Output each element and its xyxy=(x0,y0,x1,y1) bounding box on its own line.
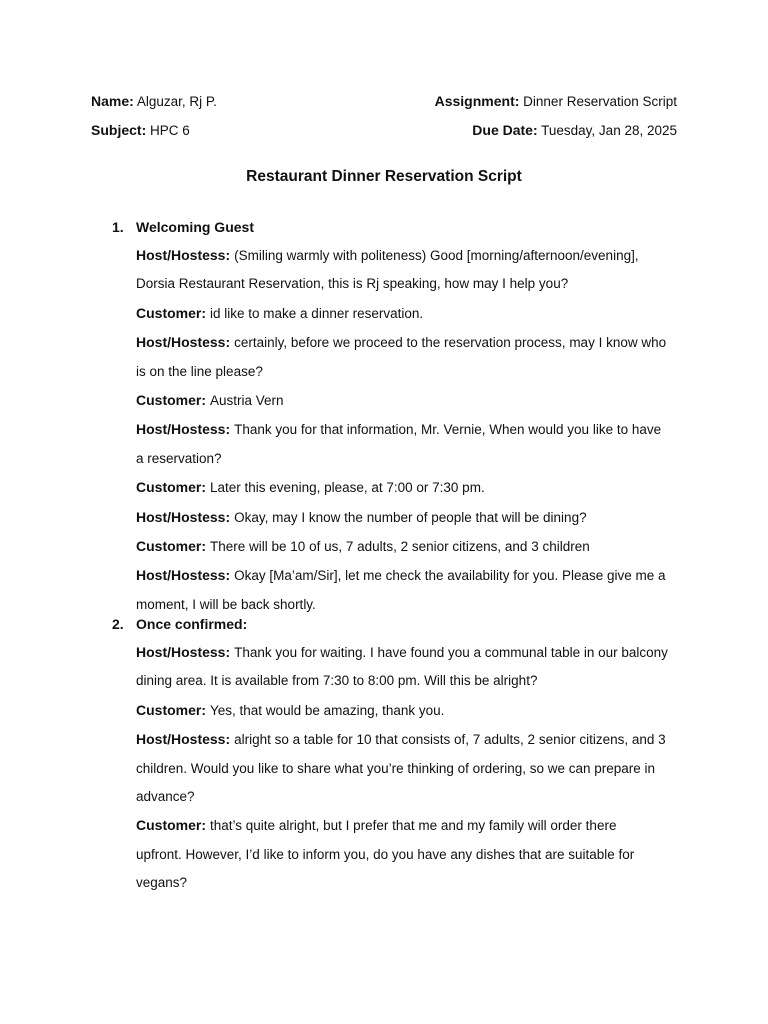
speaker-label: Customer: xyxy=(136,479,207,496)
assignment-field xyxy=(435,93,677,109)
dialogue-text: Okay, may I know the number of people that will be dining? xyxy=(234,509,587,525)
dialogue-line xyxy=(136,696,682,725)
dialogue-line xyxy=(136,445,682,473)
dialogue-lines xyxy=(112,638,682,898)
dialogue-line xyxy=(136,328,682,357)
due-date-field xyxy=(472,122,677,138)
speaker-label: Customer: xyxy=(136,304,207,321)
document-title: Restaurant Dinner Reservation Script xyxy=(246,168,522,185)
dialogue-text: (Smiling warmly with politeness) Good [morning/afternoon/evening], xyxy=(234,248,639,263)
assignment-value: Dinner Reservation Script xyxy=(523,94,677,109)
dialogue-text: There will be 10 of us, 7 adults, 2 senior citizens, and 3 children xyxy=(210,539,590,555)
dialogue-text: Thank you for waiting. I have found you a communal table in our balcony xyxy=(234,645,668,660)
section-number: 1. xyxy=(112,219,124,235)
dialogue-line xyxy=(136,503,682,532)
section-once-confirmed xyxy=(112,614,682,898)
speaker-label: Customer: xyxy=(136,817,207,834)
section-heading xyxy=(112,614,682,634)
name-label: Name: xyxy=(91,93,134,109)
header-row-1 xyxy=(91,93,677,109)
dialogue-text: dining area. It is available from 7:30 to 8:00 pm. Will this be alright? xyxy=(136,673,538,689)
section-title: Welcoming Guest xyxy=(136,219,254,235)
dialogue-line xyxy=(136,473,682,502)
dialogue-line xyxy=(136,811,682,840)
dialogue-line xyxy=(136,725,682,754)
dialogue-text: children. Would you like to share what you’re thinking of ordering, so we can prepare in xyxy=(136,760,656,776)
speaker-label: Customer: xyxy=(136,538,207,555)
dialogue-text: Okay [Ma’am/Sir], let me check the availability for you. Please give me a xyxy=(234,568,666,584)
speaker-label: Host/Hostess: xyxy=(136,334,231,351)
dialogue-line xyxy=(136,841,682,869)
subject-label: Subject: xyxy=(91,122,147,138)
speaker-label: Host/Hostess: xyxy=(136,508,231,525)
dialogue-text: Austria Vern xyxy=(210,393,284,409)
name-field xyxy=(91,93,217,109)
dialogue-text: vegans? xyxy=(136,875,188,891)
speaker-label: Customer: xyxy=(136,392,207,409)
dialogue-text: moment, I will be back shortly. xyxy=(136,596,316,612)
dialogue-text: alright so a table for 10 that consists of, 7 adults, 2 senior citizens, and 3 xyxy=(234,732,666,748)
header-row-2 xyxy=(91,122,677,138)
section-number: 2. xyxy=(112,616,124,632)
dialogue-line xyxy=(136,755,682,783)
dialogue-text: that’s quite alright, but I prefer that me and my family will order there xyxy=(210,818,617,834)
dialogue-line xyxy=(136,667,682,695)
dialogue-text: Yes, that would be amazing, thank you. xyxy=(210,702,445,718)
speaker-label: Host/Hostess: xyxy=(136,567,231,584)
dialogue-text: upfront. However, I’d like to inform you, do you have any dishes that are suitable for xyxy=(136,846,635,862)
due-date-label: Due Date: xyxy=(472,122,538,138)
speaker-label: Host/Hostess: xyxy=(136,247,231,263)
dialogue-line xyxy=(136,299,682,328)
dialogue-line xyxy=(136,358,682,386)
dialogue-text: Dorsia Restaurant Reservation, this is Rj speaking, how may I help you? xyxy=(136,276,569,292)
section-heading xyxy=(112,217,682,237)
section-welcoming-guest xyxy=(112,217,682,619)
dialogue-text: Later this evening, please, at 7:00 or 7:30 pm. xyxy=(210,480,485,496)
dialogue-text: is on the line please? xyxy=(136,363,263,379)
dialogue-line xyxy=(136,415,682,444)
dialogue-line xyxy=(136,386,682,415)
dialogue-line xyxy=(136,270,682,298)
subject-field xyxy=(91,122,190,138)
speaker-label: Customer: xyxy=(136,701,207,718)
speaker-label: Host/Hostess: xyxy=(136,644,231,660)
name-value: Alguzar, Rj P. xyxy=(136,94,217,109)
dialogue-line xyxy=(136,783,682,811)
subject-value: HPC 6 xyxy=(150,123,190,138)
dialogue-text: certainly, before we proceed to the reservation process, may I know who xyxy=(234,335,667,351)
dialogue-text: Thank you for that information, Mr. Vernie, When would you like to have xyxy=(234,422,662,438)
dialogue-text: a reservation? xyxy=(136,450,222,466)
dialogue-line xyxy=(136,869,682,897)
dialogue-lines xyxy=(112,241,682,619)
dialogue-line xyxy=(136,561,682,590)
dialogue-line xyxy=(136,241,682,270)
dialogue-text: advance? xyxy=(136,789,195,805)
assignment-label: Assignment: xyxy=(434,93,520,109)
due-date-value: Tuesday, Jan 28, 2025 xyxy=(541,123,677,138)
speaker-label: Host/Hostess: xyxy=(136,731,231,748)
dialogue-line xyxy=(136,638,682,667)
dialogue-text: id like to make a dinner reservation. xyxy=(210,305,424,321)
dialogue-line xyxy=(136,532,682,561)
section-title: Once confirmed: xyxy=(136,616,248,632)
speaker-label: Host/Hostess: xyxy=(136,421,231,438)
